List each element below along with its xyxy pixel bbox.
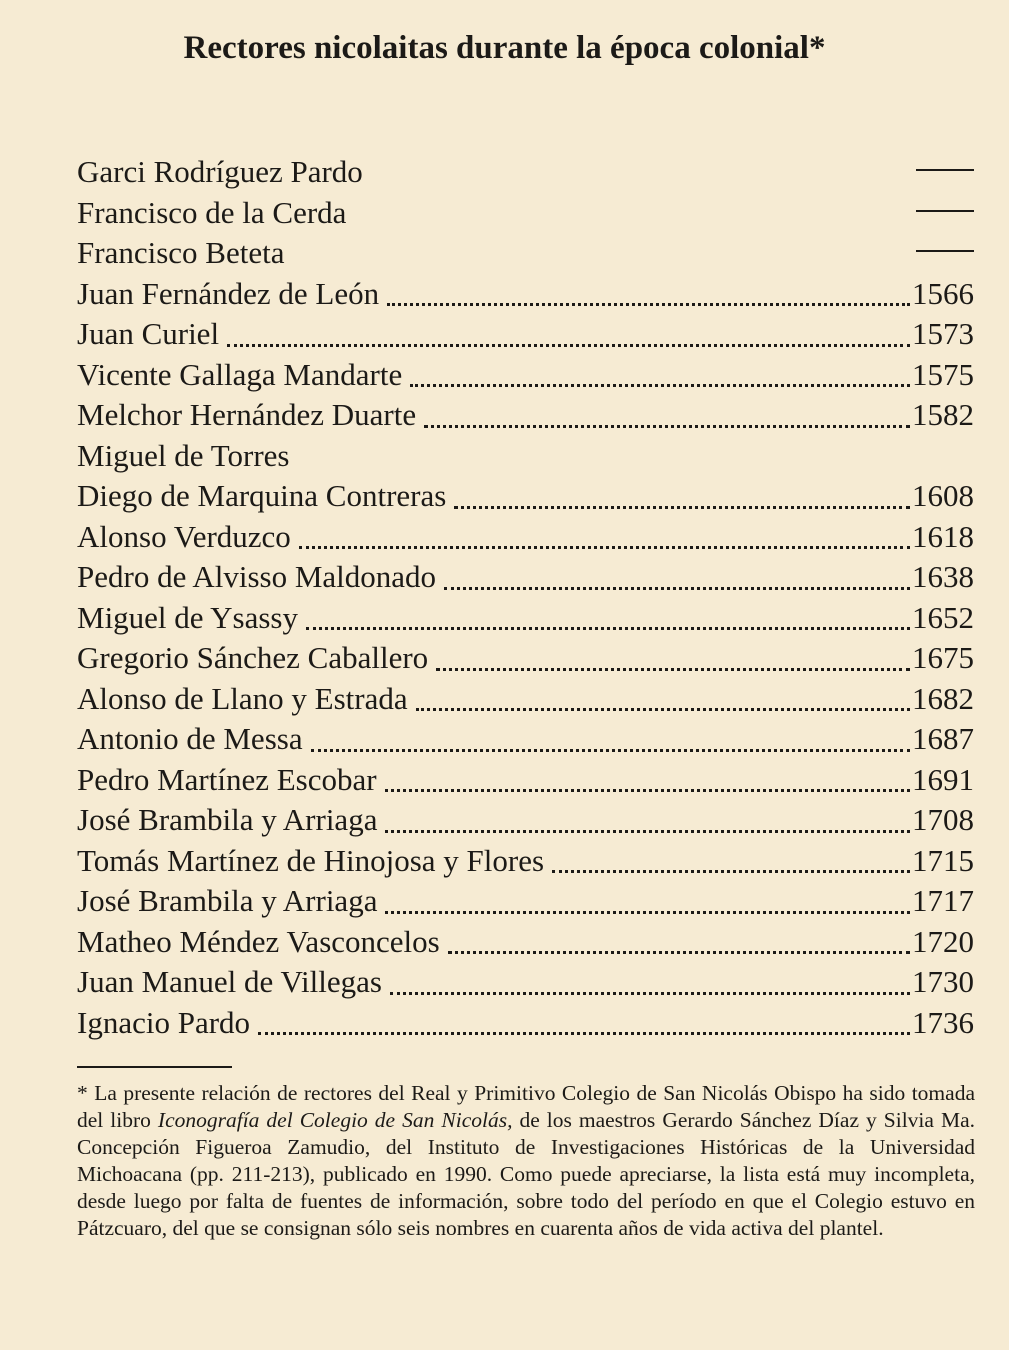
dot-leader bbox=[387, 299, 910, 306]
dot-leader bbox=[385, 826, 910, 833]
rector-year: 1715 bbox=[912, 842, 974, 878]
dot-leader bbox=[299, 542, 910, 549]
rector-name: Alonso Verduzco bbox=[77, 518, 291, 554]
rector-name: Juan Curiel bbox=[77, 316, 220, 351]
rector-year: 1652 bbox=[912, 599, 974, 635]
rector-name: Miguel de Ysassy bbox=[77, 599, 298, 635]
rector-year: 1717 bbox=[912, 883, 974, 918]
rector-entry bbox=[77, 557, 974, 598]
rector-year: 1675 bbox=[912, 640, 974, 675]
dot-leader bbox=[385, 907, 910, 914]
rector-name: Tomás Martínez de Hinojosa y Flores bbox=[77, 842, 545, 878]
dot-leader bbox=[311, 745, 910, 752]
rector-year-dash bbox=[916, 250, 974, 252]
dot-leader bbox=[416, 704, 910, 711]
dot-leader bbox=[444, 583, 910, 590]
rector-year: 1691 bbox=[912, 761, 974, 797]
rector-entry bbox=[77, 962, 974, 1003]
dot-leader bbox=[227, 340, 910, 347]
rector-list bbox=[77, 152, 974, 1043]
rector-year: 1682 bbox=[912, 680, 974, 716]
rector-entry bbox=[77, 355, 974, 396]
dot-leader bbox=[385, 785, 910, 792]
page-title: Rectores nicolaitas durante la época colonial* bbox=[183, 30, 826, 66]
rector-year: 1566 bbox=[912, 275, 974, 311]
rector-year: 1730 bbox=[912, 964, 974, 999]
rector-entry bbox=[77, 436, 974, 477]
rector-entry bbox=[77, 274, 974, 315]
footnote-separator bbox=[77, 1066, 232, 1068]
rector-name: Gregorio Sánchez Caballero bbox=[77, 640, 429, 675]
rector-year-dash bbox=[916, 210, 974, 212]
rector-entry bbox=[77, 760, 974, 801]
dot-leader bbox=[306, 623, 910, 630]
footnote bbox=[77, 1080, 975, 1242]
rector-entry bbox=[77, 193, 974, 234]
rector-name: Francisco Beteta bbox=[77, 235, 285, 270]
rector-name: Antonio de Messa bbox=[77, 721, 303, 756]
rector-entry bbox=[77, 395, 974, 436]
dot-leader bbox=[454, 502, 910, 509]
rector-entry bbox=[77, 233, 974, 274]
rector-year: 1582 bbox=[912, 397, 974, 432]
dot-leader bbox=[436, 664, 910, 671]
rector-year: 1720 bbox=[912, 923, 974, 959]
rector-year: 1638 bbox=[912, 559, 974, 594]
footnote-text-1: * La presente relación de rectores del Real y Primitivo Colegio de San Nicolás Obispo ha sido tomada del libro bbox=[77, 1081, 975, 1132]
footnote-book-title: Iconografía del Colegio de San Nicolás, bbox=[157, 1108, 513, 1132]
rector-year: 1573 bbox=[912, 316, 974, 351]
dot-leader bbox=[552, 866, 910, 873]
rector-entry bbox=[77, 800, 974, 841]
rector-name: Diego de Marquina Contreras bbox=[77, 478, 447, 513]
rector-year: 1736 bbox=[912, 1004, 974, 1040]
rector-entry bbox=[77, 152, 974, 193]
rector-name: Juan Fernández de León bbox=[77, 275, 380, 311]
rector-entry bbox=[77, 719, 974, 760]
rector-year: 1708 bbox=[912, 802, 974, 837]
rector-name: Ignacio Pardo bbox=[77, 1004, 251, 1040]
rector-name: Juan Manuel de Villegas bbox=[77, 964, 382, 999]
rector-year: 1687 bbox=[912, 721, 974, 756]
rector-entry bbox=[77, 881, 974, 922]
rector-entry bbox=[77, 476, 974, 517]
rector-name: Pedro Martínez Escobar bbox=[77, 761, 377, 797]
rector-name: Garci Rodríguez Pardo bbox=[77, 154, 363, 189]
dot-leader bbox=[390, 988, 910, 995]
rector-name: Matheo Méndez Vasconcelos bbox=[77, 923, 440, 959]
rector-name: Alonso de Llano y Estrada bbox=[77, 680, 408, 716]
rector-entry bbox=[77, 679, 974, 720]
footnote-text-2: de los maestros Gerardo Sánchez Díaz y Silvia Ma. Concepción Figueroa Zamudio, del Instituto de Investigaciones Históricas de la Universidad Michoacana (pp. 211-213), publicado en 1990. Como puede apreciarse, la lista está muy incompleta, desde luego por falta de fuentes de información, sobre todo del período en que el Colegio estuvo en Pátzcuaro, del que se consignan sólo seis nombres en cuarenta años de vida activa del plantel. bbox=[77, 1108, 975, 1240]
rector-name: Pedro de Alvisso Maldonado bbox=[77, 559, 437, 594]
rector-name: José Brambila y Arriaga bbox=[77, 802, 378, 837]
rector-year: 1618 bbox=[912, 518, 974, 554]
rector-name: Francisco de la Cerda bbox=[77, 194, 347, 230]
rector-entry bbox=[77, 1003, 974, 1044]
rector-year: 1575 bbox=[912, 356, 974, 392]
rector-entry bbox=[77, 638, 974, 679]
dot-leader bbox=[410, 380, 910, 387]
dot-leader bbox=[424, 421, 910, 428]
rector-year-dash bbox=[916, 169, 974, 171]
dot-leader bbox=[258, 1028, 910, 1035]
rector-name: Vicente Gallaga Mandarte bbox=[77, 356, 403, 392]
rector-entry bbox=[77, 841, 974, 882]
rector-entry bbox=[77, 517, 974, 558]
rector-name: José Brambila y Arriaga bbox=[77, 883, 378, 918]
rector-name: Miguel de Torres bbox=[77, 437, 290, 473]
rector-entry bbox=[77, 922, 974, 963]
rector-entry bbox=[77, 314, 974, 355]
rector-year: 1608 bbox=[912, 478, 974, 513]
dot-leader bbox=[448, 947, 910, 954]
rector-entry bbox=[77, 598, 974, 639]
rector-name: Melchor Hernández Duarte bbox=[77, 397, 417, 432]
